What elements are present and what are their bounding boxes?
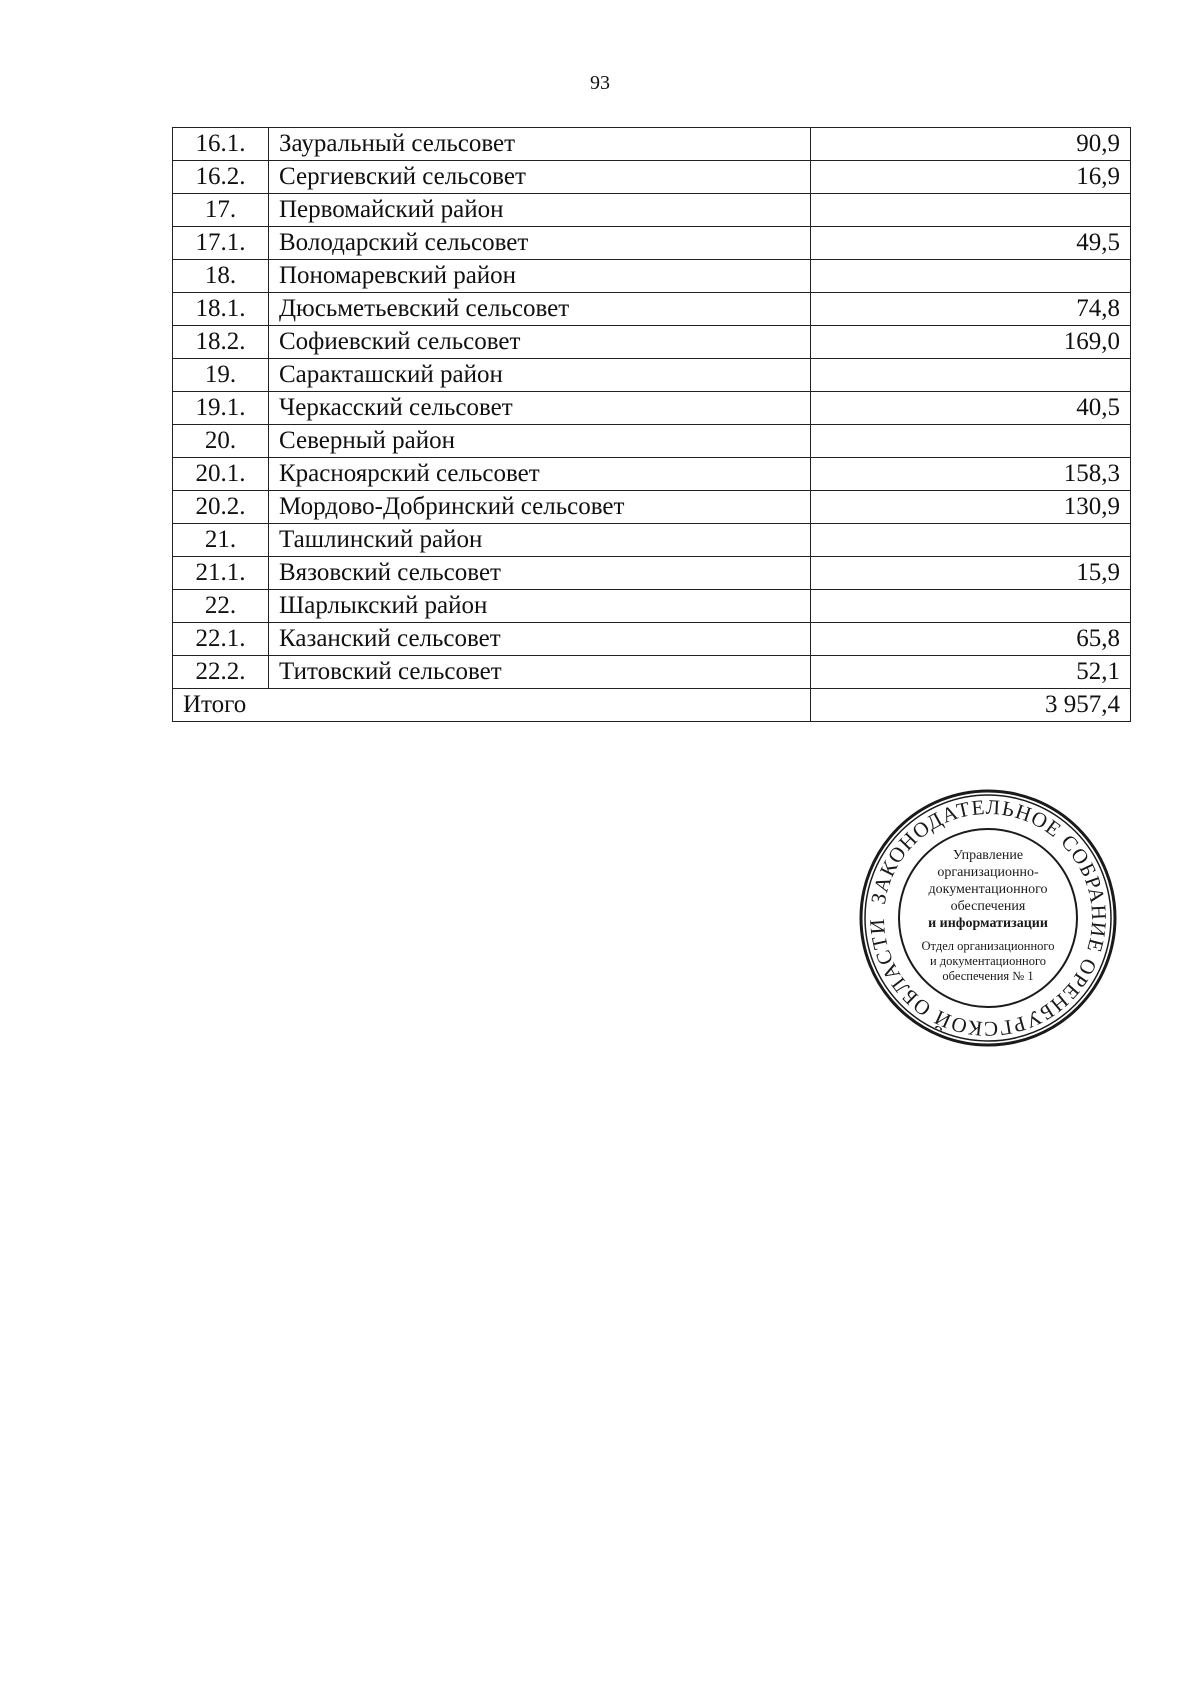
row-name: Мордово-Добринский сельсовет [269,491,811,524]
row-value: 40,5 [811,392,1131,425]
table-row [173,161,1131,194]
table-row [173,128,1131,161]
table-row [173,656,1131,689]
row-number: 19. [173,359,269,392]
row-number: 18. [173,260,269,293]
row-value: 65,8 [811,623,1131,656]
row-value: 16,9 [811,161,1131,194]
row-value: 169,0 [811,326,1131,359]
row-number: 17.1. [173,227,269,260]
row-value: 74,8 [811,293,1131,326]
row-name: Казанский сельсовет [269,623,811,656]
row-number: 20.1. [173,458,269,491]
table-row [173,590,1131,623]
row-number: 21. [173,524,269,557]
row-value [811,425,1131,458]
table-row [173,623,1131,656]
page-number: 93 [590,72,610,94]
row-name: Сергиевский сельсовет [269,161,811,194]
row-name: Первомайский район [269,194,811,227]
official-stamp [857,787,1119,1049]
row-number: 16.1. [173,128,269,161]
stamp-line: Управление [952,848,1024,863]
row-value: 130,9 [811,491,1131,524]
row-value: 15,9 [811,557,1131,590]
row-number: 22. [173,590,269,623]
row-name: Вязовский сельсовет [269,557,811,590]
row-value: 90,9 [811,128,1131,161]
stamp-outer-textpath: ЗАКОНОДАТЕЛЬНОЕ СОБРАНИЕ ОРЕНБУРГСКОЙ ОБЛАСТИ [864,794,1112,1042]
row-value [811,590,1131,623]
row-value [811,359,1131,392]
row-name: Володарский сельсовет [269,227,811,260]
row-number: 20.2. [173,491,269,524]
row-value [811,524,1131,557]
row-number: 18.2. [173,326,269,359]
row-name: Ташлинский район [269,524,811,557]
row-number: 16.2. [173,161,269,194]
table-row [173,326,1131,359]
row-number: 18.1. [173,293,269,326]
row-value: 158,3 [811,458,1131,491]
row-name: Шарлыкский район [269,590,811,623]
table-row [173,458,1131,491]
row-name: Саракташский район [269,359,811,392]
table-row [173,227,1131,260]
row-name: Северный район [269,425,811,458]
stamp-line: и информатизации [928,916,1048,931]
row-value: 49,5 [811,227,1131,260]
table-row [173,293,1131,326]
stamp-line: обеспечения [950,899,1026,914]
row-name: Титовский сельсовет [269,656,811,689]
row-name: Дюсьметьевский сельсовет [269,293,811,326]
stamp-line: организационно- [937,865,1039,880]
table-row [173,359,1131,392]
stamp-line: и документационного [929,954,1047,968]
row-value: 52,1 [811,656,1131,689]
row-number: 20. [173,425,269,458]
stamp-line: обеспечения № 1 [942,969,1034,983]
row-value [811,260,1131,293]
row-name: Пономаревский район [269,260,811,293]
table-row [173,425,1131,458]
table-row [173,392,1131,425]
table-row [173,260,1131,293]
stamp-seal-icon [857,787,1119,1049]
row-name: Черкасский сельсовет [269,392,811,425]
row-number: 17. [173,194,269,227]
row-name: Софиевский сельсовет [269,326,811,359]
table-row [173,557,1131,590]
stamp-line: Отдел организационного [921,939,1055,953]
total-value: 3 957,4 [811,689,1131,722]
table-row [173,524,1131,557]
row-number: 22.1. [173,623,269,656]
row-number: 21.1. [173,557,269,590]
row-value [811,194,1131,227]
row-name: Красноярский сельсовет [269,458,811,491]
table-row [173,194,1131,227]
total-row [173,689,1131,722]
stamp-line: документационного [928,882,1048,897]
row-number: 22.2. [173,656,269,689]
table-row [173,491,1131,524]
row-number: 19.1. [173,392,269,425]
allocation-table [172,127,1131,722]
row-name: Зауральный сельсовет [269,128,811,161]
total-label: Итого [173,689,811,722]
